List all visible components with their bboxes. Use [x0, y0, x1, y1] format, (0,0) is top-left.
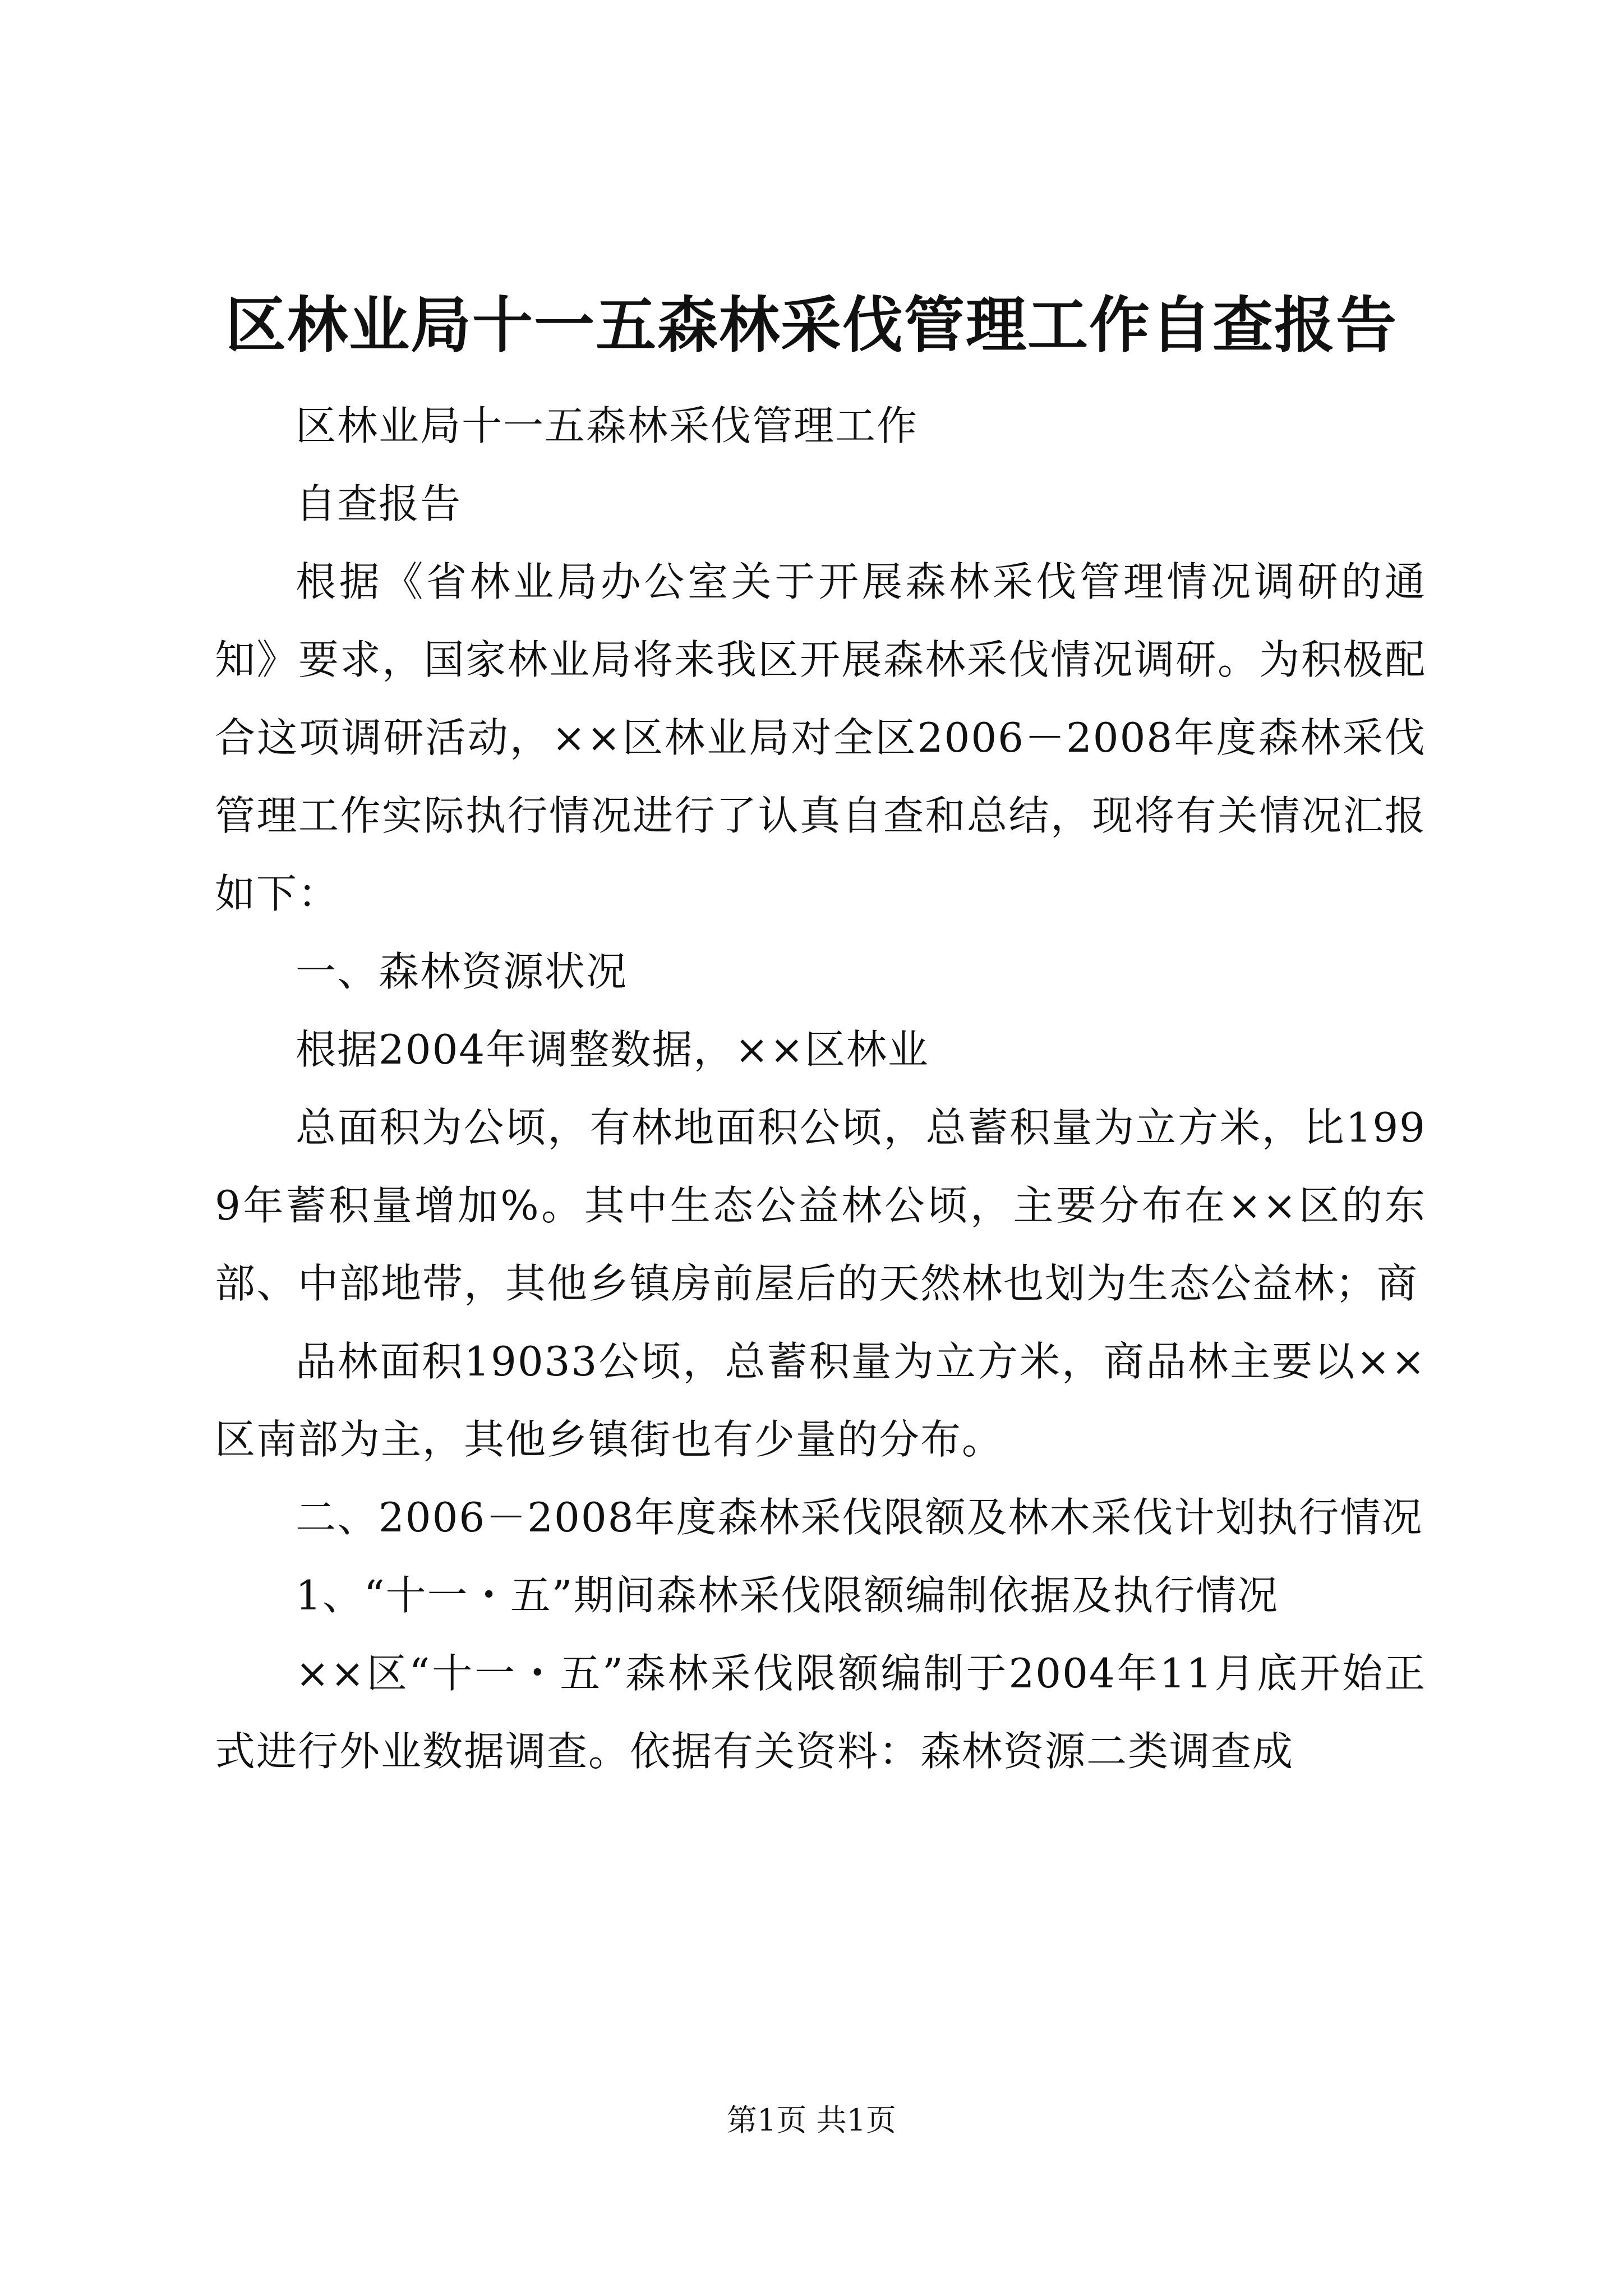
- paragraph-subtitle-line-1: 区林业局十一五森林采伐管理工作: [296, 402, 919, 449]
- paragraph-commercial-forest: 品林面积19033公顷，总蓄积量为立方米，商品林主要以××区南部为主，其他乡镇街也有少量的分布。: [215, 1338, 1426, 1463]
- section-heading-1: 一、森林资源状况: [296, 948, 628, 995]
- document-body: [215, 387, 1426, 1791]
- paragraph-subtitle-line-2: 自查报告: [296, 480, 462, 527]
- section-heading-2: 二、2006－2008年度森林采伐限额及林木采伐计划执行情况: [296, 1494, 1423, 1541]
- subsection-heading-1: 1、“十一・五”期间森林采伐限额编制依据及执行情况: [296, 1572, 1279, 1619]
- document-title: 区林业局十一五森林采伐管理工作自查报告: [225, 290, 1398, 361]
- paragraph-quota-compilation: ××区“十一・五”森林采伐限额编制于2004年11月底开始正式进行外业数据调查。依据有关资料：森林资源二类调查成: [215, 1650, 1426, 1775]
- page-footer: 第1页 共1页: [727, 2102, 896, 2138]
- paragraph-intro: 根据《省林业局办公室关于开展森林采伐管理情况调研的通知》要求，国家林业局将来我区开展森林采伐情况调研。为积极配合这项调研活动，××区林业局对全区2006－2008年度森林采伐管理工作实际执行情况进行了认真自查和总结，现将有关情况汇报如下：: [215, 558, 1426, 917]
- paragraph-resource-data: 根据2004年调整数据，××区林业: [296, 1026, 929, 1073]
- paragraph-total-area: 总面积为公顷，有林地面积公顷，总蓄积量为立方米，比1999年蓄积量增加%。其中生态公益林公顷，主要分布在××区的东部、中部地带，其他乡镇房前屋后的天然林也划为生态公益林；商: [215, 1104, 1426, 1307]
